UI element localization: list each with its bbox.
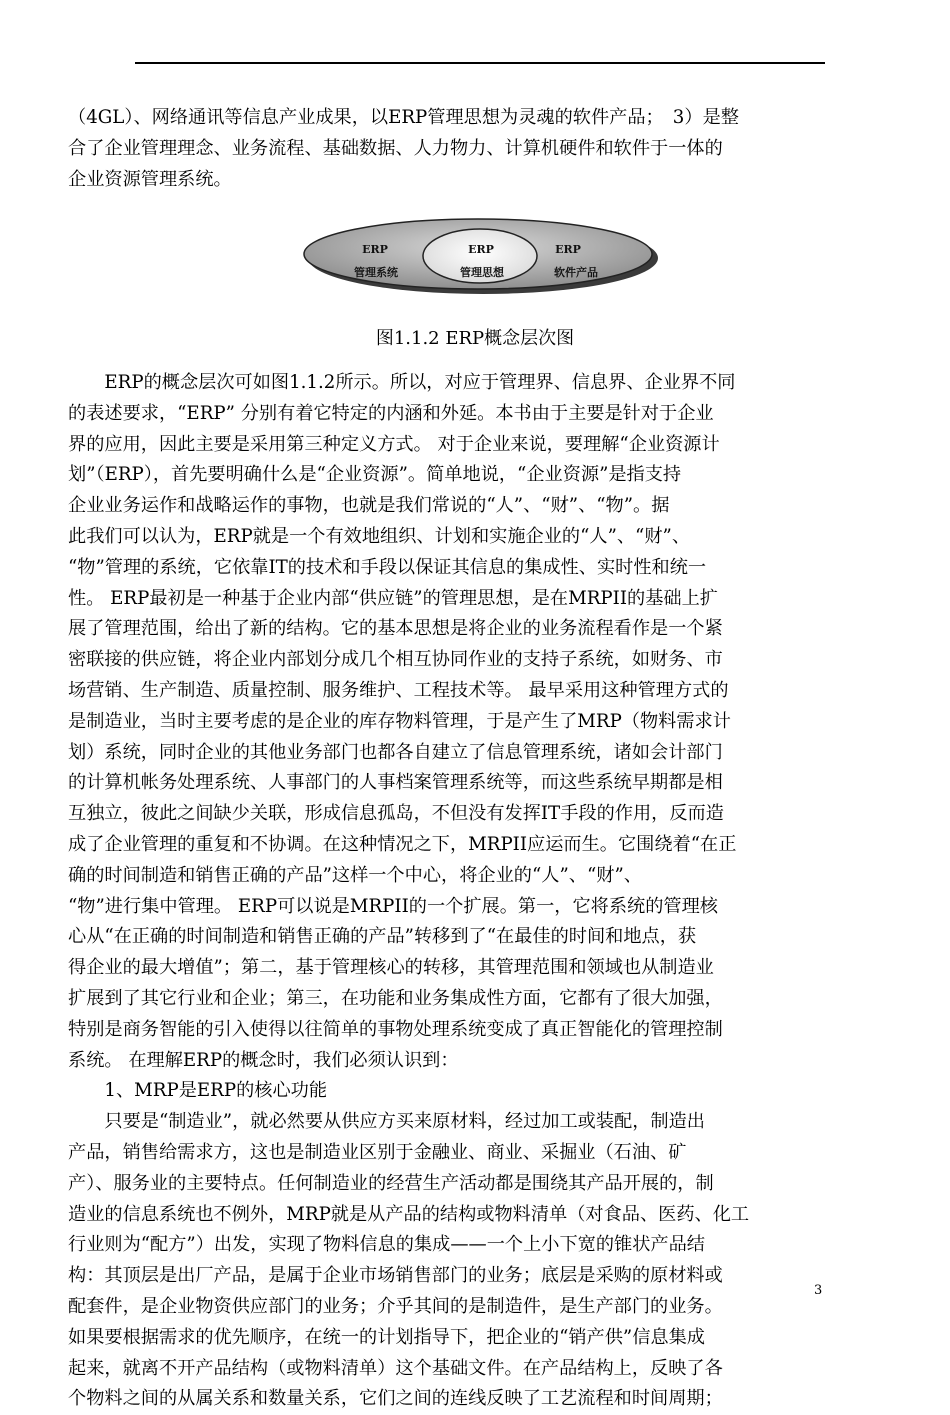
text-line: 成了企业管理的重复和不协调。在这种情况之下，MRPII应运而生。它围绕着“在正 — [68, 833, 737, 855]
erp-ellipse-diagram — [300, 216, 660, 296]
paragraph-intro — [68, 103, 890, 195]
text-line: （4GL）、网络通讯等信息产业成果，以ERP管理思想为灵魂的软件产品； 3）是整 — [68, 107, 739, 128]
text-line: 产）、服务业的主要特点。任何制造业的经营生产活动都是围绕其产品开展的，制 — [68, 1172, 714, 1194]
text-line: 是制造业，当时主要考虑的是企业的库存物料管理，于是产生了MRP（物料需求计 — [68, 710, 731, 732]
text-line: 个物料之间的从属关系和数量关系，它们之间的连线反映了工艺流程和时间周期； — [68, 1388, 723, 1410]
text-line: 配套件，是企业物资供应部门的业务；介乎其间的是制造件，是生产部门的业务。 — [68, 1295, 723, 1317]
text-line: 划”（ERP），首先要明确什么是“企业资源”。简单地说，“企业资源”是指支持 — [68, 464, 682, 486]
text-line: “物”管理的系统，它依靠IT的技术和手段以保证其信息的集成性、实时性和统一 — [68, 556, 707, 578]
header-rule — [135, 62, 825, 64]
erp-concept-figure — [300, 216, 660, 296]
outer-label-bottom: 管理系统 — [354, 266, 398, 279]
paragraph-main — [68, 368, 890, 1415]
text-line: 如果要根据需求的优先顺序，在统一的计划指导下，把企业的“销产供”信息集成 — [68, 1326, 705, 1348]
inner-label-bottom: 管理思想 — [460, 266, 504, 279]
text-line: 起来，就离不开产品结构（或物料清单）这个基础文件。在产品结构上，反映了各 — [68, 1357, 723, 1379]
right-label-top: ERP — [555, 243, 581, 256]
text-line: 互独立，彼此之间缺少关联，形成信息孤岛，不但没有发挥IT手段的作用，反而造 — [68, 803, 724, 825]
text-line: 产品，销售给需求方，这也是制造业区别于金融业、商业、采掘业（石油、矿 — [68, 1141, 687, 1163]
text-line: 构：其顶层是出厂产品，是属于企业市场销售部门的业务；底层是采购的原材料或 — [68, 1265, 723, 1287]
text-line: 合了企业管理理念、业务流程、基础数据、人力物力、计算机硬件和软件于一体的 — [68, 137, 723, 159]
text-line: 密联接的供应链，将企业内部划分成几个相互协同作业的支持子系统，如财务、市 — [68, 649, 723, 671]
text-line: 展了管理范围，给出了新的结构。它的基本思想是将企业的业务流程看作是一个紧 — [68, 618, 723, 640]
text-line: “物”进行集中管理。 ERP可以说是MRPII的一个扩展。第一，它将系统的管理核 — [68, 895, 718, 917]
text-line: 扩展到了其它行业和企业；第三，在功能和业务集成性方面，它都有了很大加强， — [68, 987, 723, 1009]
text-line: 特别是商务智能的引入使得以往简单的事物处理系统变成了真正智能化的管理控制 — [68, 1018, 723, 1040]
text-line: 得企业的最大增值”；第二，基于管理核心的转移，其管理范围和领域也从制造业 — [68, 957, 714, 979]
text-line: ERP的概念层次可如图1.1.2所示。所以，对应于管理界、信息界、企业界不同 — [68, 372, 736, 393]
text-line: 行业则为“配方”）出发，实现了物料信息的集成——一个上小下宽的锥状产品结 — [68, 1234, 705, 1256]
section-heading: 1、MRP是ERP的核心功能 — [68, 1080, 328, 1102]
text-line: 界的应用，因此主要是采用第三种定义方式。 对于企业来说，要理解“企业资源计 — [68, 433, 720, 455]
text-line: 划）系统，同时企业的其他业务部门也都各自建立了信息管理系统，诸如会计部门 — [68, 741, 723, 763]
text-line: 企业业务运作和战略运作的事物，也就是我们常说的“人”、“财”、“物”。据 — [68, 495, 670, 517]
text-line: 的表述要求，“ERP” 分别有着它特定的内涵和外延。本书由于主要是针对于企业 — [68, 402, 714, 424]
right-label-bottom: 软件产品 — [554, 266, 598, 279]
text-line: 系统。 在理解ERP的概念时，我们必须认识到： — [68, 1049, 459, 1071]
page-number: 3 — [814, 1283, 823, 1298]
inner-label-top: ERP — [468, 243, 494, 256]
text-line: 只要是“制造业”，就必然要从供应方买来原材料，经过加工或装配，制造出 — [68, 1111, 705, 1133]
outer-label-top: ERP — [362, 243, 388, 256]
text-line: 性。 ERP最初是一种基于企业内部“供应链”的管理思想，是在MRPII的基础上扩 — [68, 587, 718, 609]
text-line: 心从“在正确的时间制造和销售正确的产品”转移到了“在最佳的时间和地点，获 — [68, 926, 697, 948]
text-line: 企业资源管理系统。 — [68, 168, 232, 190]
text-line: 造业的信息系统也不例外，MRP就是从产品的结构或物料清单（对食品、医药、化工 — [68, 1203, 750, 1225]
text-line: 场营销、生产制造、质量控制、服务维护、工程技术等。 最早采用这种管理方式的 — [68, 679, 729, 701]
figure-caption: 图1.1.2 ERP概念层次图 — [375, 328, 575, 349]
text-line: 确的时间制造和销售正确的产品”这样一个中心，将企业的“人”、“财”、 — [68, 864, 642, 886]
text-line: 的计算机帐务处理系统、人事部门的人事档案管理系统等，而这些系统早期都是相 — [68, 772, 723, 794]
text-line: 此我们可以认为，ERP就是一个有效地组织、计划和实施企业的“人”、“财”、 — [68, 525, 691, 547]
